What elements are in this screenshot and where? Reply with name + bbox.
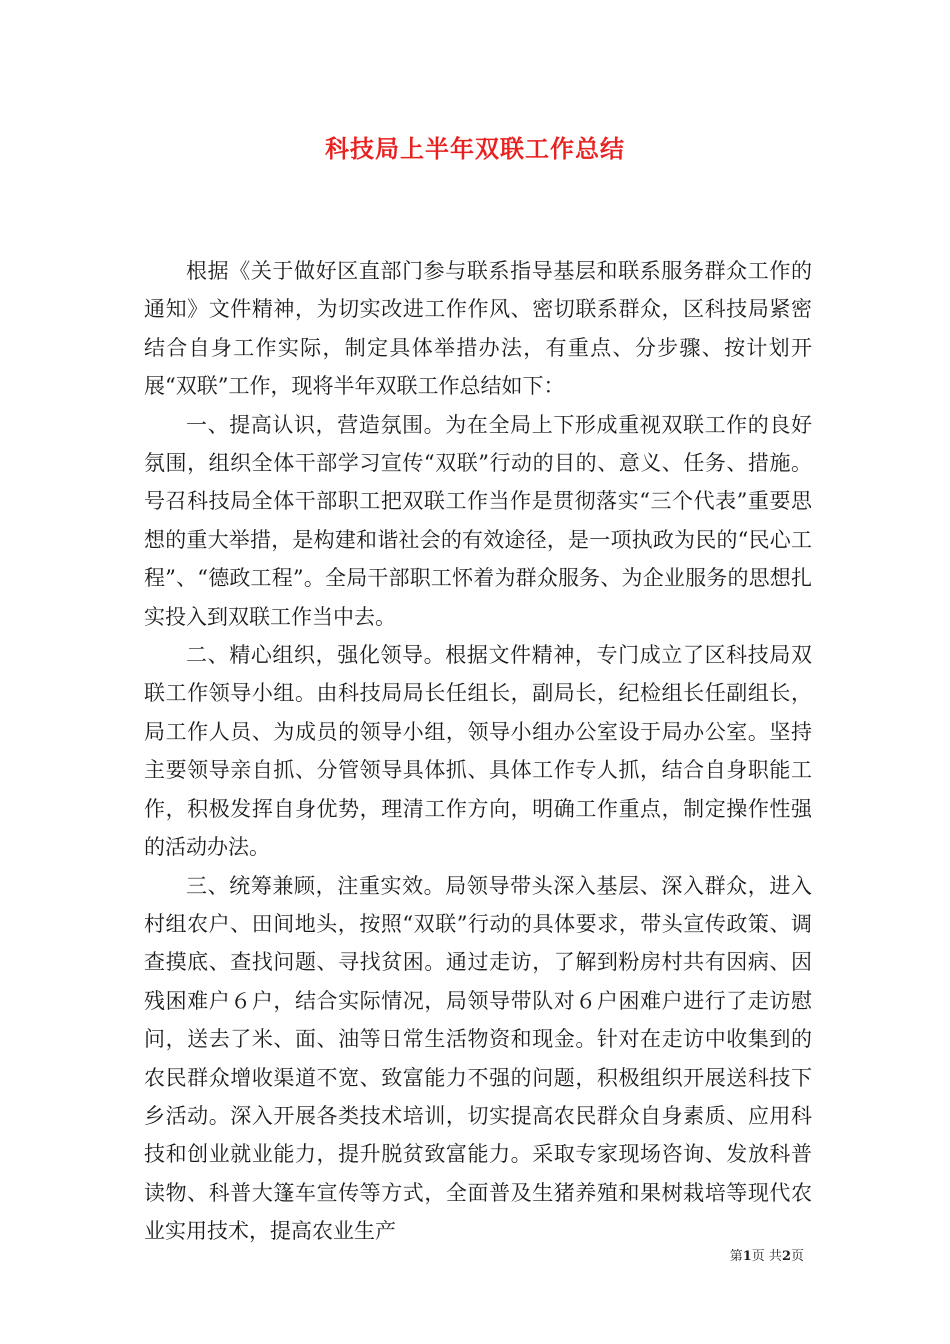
- paragraph-section-3: 三、统筹兼顾，注重实效。局领导带头深入基层、深入群众，进入村组农户、田间地头，按照“双联”行动的具体要求，带头宣传政策、调查摸底、查找问题、寻找贫困。通过走访，了解到粉房村共有因病、因残困难户６户，结合实际情况，局领导带队对６户困难户进行了走访慰问，送去了米、面、油等日常生活物资和现金。针对在走访中收集到的农民群众增收渠道不宽、致富能力不强的问题，积极组织开展送科技下乡活动。深入开展各类技术培训，切实提高农民群众自身素质、应用科技和创业就业能力，提升脱贫致富能力。采取专家现场咨询、发放科普读物、科普大篷车宣传等方式，全面普及生猪养殖和果树栽培等现代农业实用技术，提高农业生产: [144, 873, 812, 1244]
- current-page-number: 1: [742, 1249, 752, 1264]
- paragraph-section-2: 二、精心组织，强化领导。根据文件精神，专门成立了区科技局双联工作领导小组。由科技局局长任组长，副局长，纪检组长任副组长，局工作人员、为成员的领导小组，领导小组办公室设于局办公室。坚持主要领导亲自抓、分管领导具体抓、具体工作专人抓，结合自身职能工作，积极发挥自身优势，理清工作方向，明确工作重点，制定操作性强的活动办法。: [144, 643, 812, 860]
- footer-prefix: 第: [729, 1249, 743, 1264]
- paragraph-intro: 根据《关于做好区直部门参与联系指导基层和联系服务群众工作的通知》文件精神，为切实改进工作作风、密切联系群众，区科技局紧密结合自身工作实际，制定具体举措办法，有重点、分步骤、按计划开展“双联”工作，现将半年双联工作总结如下：: [144, 259, 812, 399]
- footer-suffix: 页: [790, 1249, 804, 1264]
- footer-middle: 页 共: [751, 1249, 782, 1264]
- document-body: [144, 252, 812, 1251]
- page-footer: [730, 1248, 804, 1266]
- paragraph-section-1: 一、提高认识，营造氛围。为在全局上下形成重视双联工作的良好氛围，组织全体干部学习宣传“双联”行动的目的、意义、任务、措施。号召科技局全体干部职工把双联工作当作是贯彻落实“三个代表”重要思想的重大举措，是构建和谐社会的有效途径，是一项执政为民的“民心工程”、“德政工程”。全局干部职工怀着为群众服务、为企业服务的思想扎实投入到双联工作当中去。: [144, 412, 812, 629]
- document-title: 科技局上半年双联工作总结: [325, 134, 625, 163]
- total-pages-number: 2: [781, 1249, 791, 1264]
